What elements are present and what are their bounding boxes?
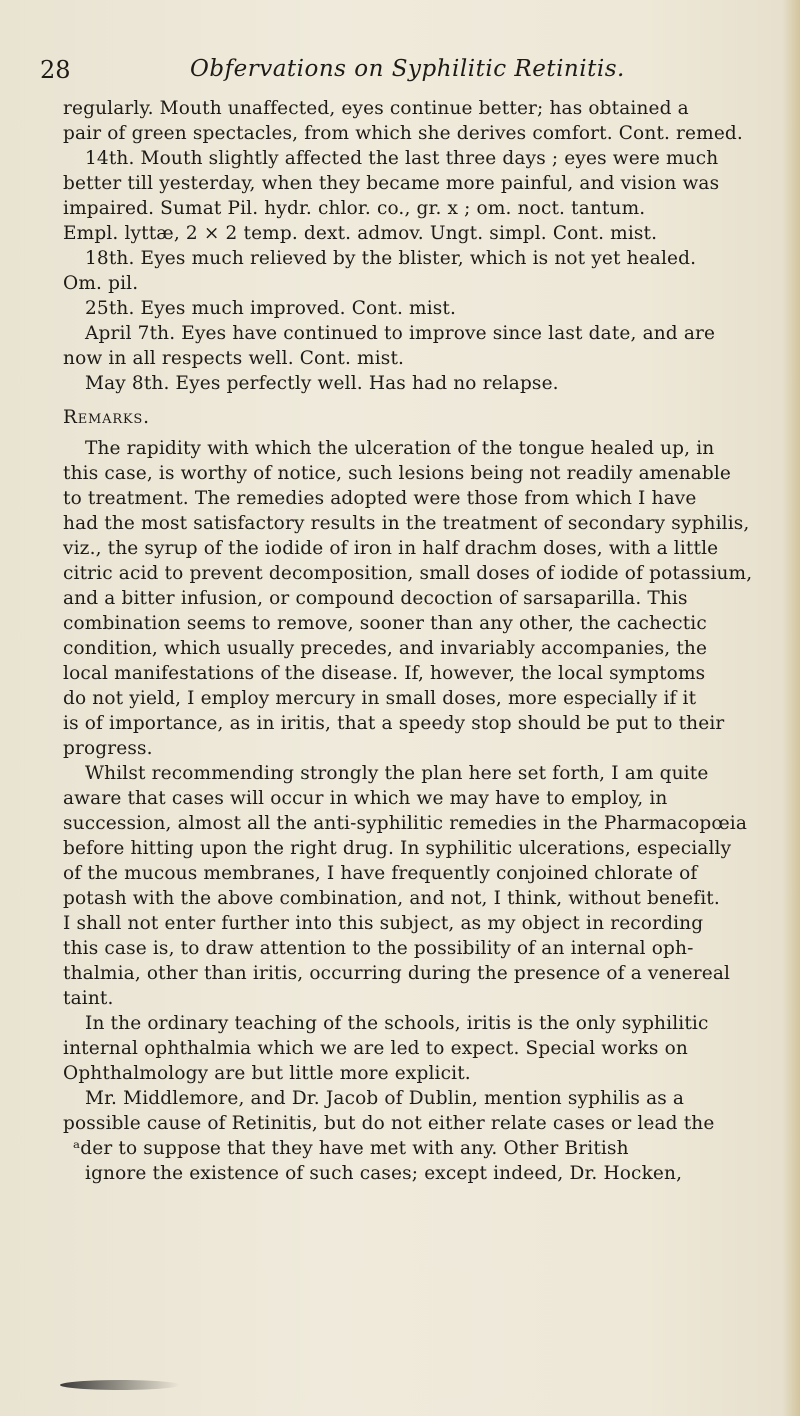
text-line: had the most satisfactory results in the treatment of secondary syphilis, — [63, 513, 750, 534]
text-line: aware that cases will occur in which we may have to employ, in — [63, 788, 668, 809]
page-number: 28 — [40, 56, 71, 84]
text-line: 18th. Eyes much relieved by the blister, which is not yet healed. — [85, 248, 697, 269]
text-line: viz., the syrup of the iodide of iron in half drachm doses, with a little — [63, 538, 719, 559]
text-line: do not yield, I employ mercury in small doses, more especially if it — [63, 688, 697, 709]
text-line: local manifestations of the disease. If, however, the local symptoms — [63, 663, 706, 684]
text-line: internal ophthalmia which we are led to expect. Special works on — [63, 1038, 688, 1059]
running-title: Obfervations on Syphilitic Retinitis. — [190, 56, 625, 82]
text-line: succession, almost all the anti-syphilitic remedies in the Pharmacopœia — [63, 813, 748, 834]
text-line: taint. — [63, 988, 114, 1009]
body-text — [63, 96, 773, 1186]
text-line: to treatment. The remedies adopted were those from which I have — [63, 488, 697, 509]
text-line: ignore the existence of such cases; except indeed, Dr. Hocken, — [85, 1163, 683, 1184]
text-line: is of importance, as in iritis, that a speedy stop should be put to their — [63, 713, 725, 734]
text-line: better till yesterday, when they became more painful, and vision was — [63, 173, 720, 194]
page-smudge — [60, 1380, 180, 1390]
text-line: and a bitter infusion, or compound decoction of sarsaparilla. This — [63, 588, 688, 609]
text-line: Mr. Middlemore, and Dr. Jacob of Dublin, mention syphilis as a — [85, 1088, 685, 1109]
text-line: of the mucous membranes, I have frequently conjoined chlorate of — [63, 863, 698, 884]
text-line: combination seems to remove, sooner than any other, the cachectic — [63, 613, 707, 634]
text-line: this case, is worthy of notice, such lesions being not readily amenable — [63, 463, 731, 484]
text-line: citric acid to prevent decomposition, small doses of iodide of potassium, — [63, 563, 753, 584]
text-line: progress. — [63, 738, 153, 759]
remarks-heading: Remarks. — [63, 407, 150, 428]
text-line: Ophthalmology are but little more explicit. — [63, 1063, 471, 1084]
text-line: I shall not enter further into this subject, as my object in recording — [63, 913, 704, 934]
text-line: regularly. Mouth unaffected, eyes continue better; has obtained a — [63, 98, 689, 119]
text-line: April 7th. Eyes have continued to improve since last date, and are — [85, 323, 716, 344]
text-line: May 8th. Eyes perfectly well. Has had no relapse. — [85, 373, 559, 394]
text-line: 25th. Eyes much improved. Cont. mist. — [85, 298, 457, 319]
text-line: thalmia, other than iritis, occurring during the presence of a venereal — [63, 963, 731, 984]
page-header — [0, 56, 800, 96]
text-line: condition, which usually precedes, and invariably accompanies, the — [63, 638, 708, 659]
text-line: before hitting upon the right drug. In syphilitic ulcerations, especially — [63, 838, 732, 859]
text-line: pair of green spectacles, from which she derives comfort. Cont. remed. — [63, 123, 743, 144]
text-line: now in all respects well. Cont. mist. — [63, 348, 405, 369]
text-line: ᵃder to suppose that they have met with any. Other British — [73, 1138, 629, 1159]
text-line: impaired. Sumat Pil. hydr. chlor. co., gr. x ; om. noct. tantum. — [63, 198, 646, 219]
text-line: 14th. Mouth slightly affected the last three days ; eyes were much — [85, 148, 719, 169]
text-line: this case is, to draw attention to the possibility of an internal oph- — [63, 938, 694, 959]
page-edge-shading — [782, 0, 800, 1416]
text-line: The rapidity with which the ulceration of the tongue healed up, in — [85, 438, 715, 459]
text-line: Whilst recommending strongly the plan here set forth, I am quite — [85, 763, 709, 784]
text-line: In the ordinary teaching of the schools, iritis is the only syphilitic — [85, 1013, 709, 1034]
text-line: Empl. lyttæ, 2 × 2 temp. dext. admov. Ungt. simpl. Cont. mist. — [63, 223, 658, 244]
text-line: possible cause of Retinitis, but do not either relate cases or lead the — [63, 1113, 715, 1134]
text-line: Om. pil. — [63, 273, 139, 294]
text-line: potash with the above combination, and not, I think, without benefit. — [63, 888, 720, 909]
